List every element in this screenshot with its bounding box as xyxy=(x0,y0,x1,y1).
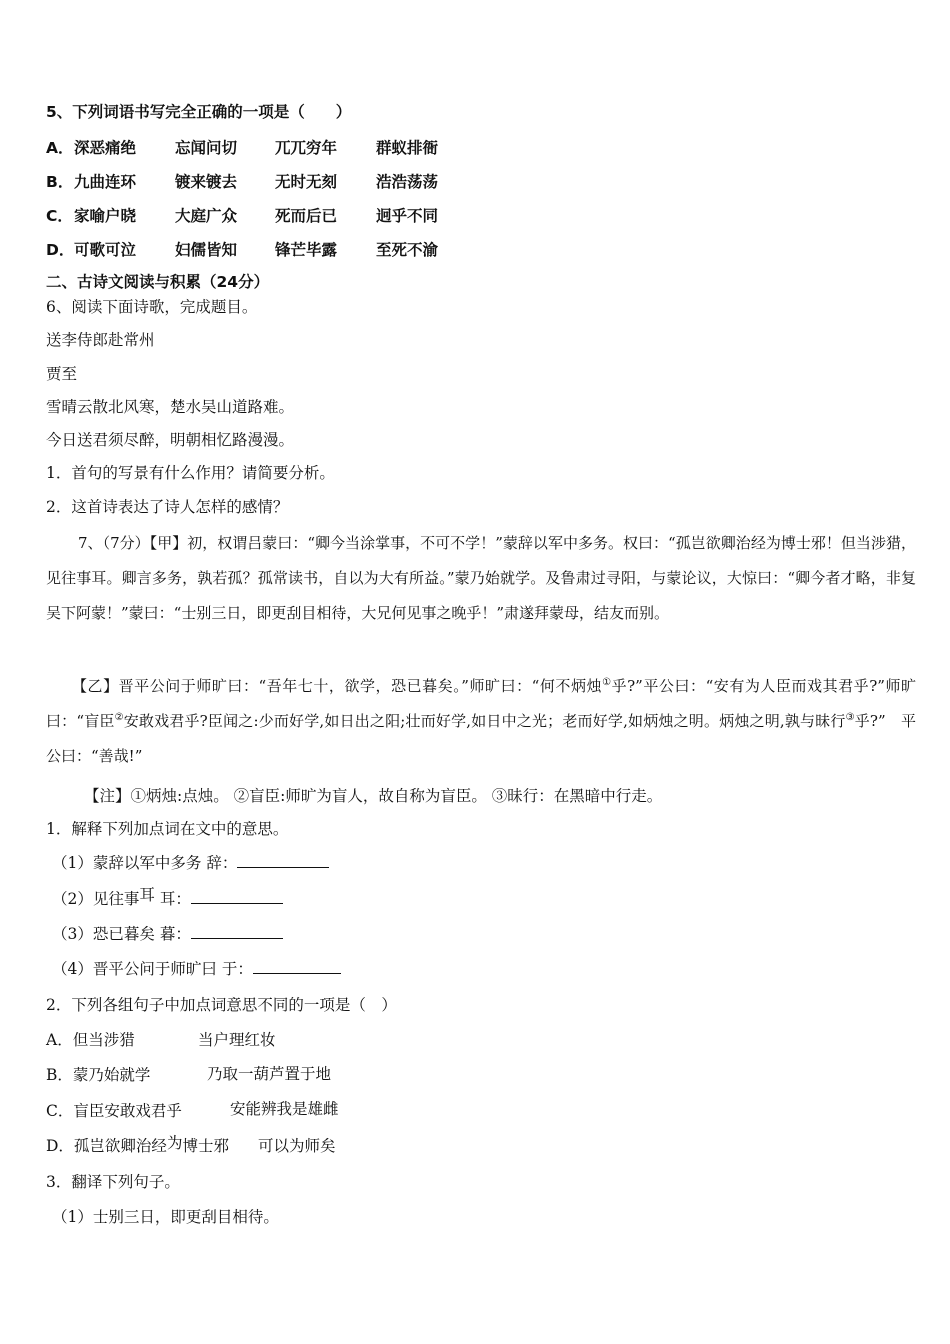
footnote-mark: ② xyxy=(114,712,124,723)
item-char: 耳 xyxy=(139,886,155,904)
option-text: D．孤岂欲卿治经 xyxy=(46,1137,167,1155)
option-letter: A． xyxy=(46,139,74,157)
poem-line: 雪晴云散北风寒，楚水吴山道路难。 xyxy=(46,398,295,416)
option-word: 可歌可泣 xyxy=(74,241,137,259)
q7-sub1-stem: 1．解释下列加点词在文中的意思。 xyxy=(46,820,289,838)
item-word: 暮： xyxy=(159,925,191,943)
option-word: 深恶痛绝 xyxy=(74,139,137,157)
passage-yi-part: 乎?”平公曰：“安有为人臣而戏其君乎?”师旷曰：“盲臣 xyxy=(46,677,917,730)
q7-sub1-item xyxy=(52,853,329,873)
footnote-mark: ③ xyxy=(845,712,855,723)
q6-question: 2．这首诗表达了诗人怎样的感情？ xyxy=(46,498,289,516)
item-text: （1）蒙辞以军中多务 xyxy=(52,854,202,872)
answer-blank[interactable] xyxy=(191,924,283,939)
item-word: 于： xyxy=(221,960,253,978)
answer-blank[interactable] xyxy=(191,889,283,904)
option-word: 九曲连环 xyxy=(74,173,137,191)
q5-stem: 5、下列词语书写完全正确的一项是（ ） xyxy=(46,103,352,121)
annotation-note: 【注】①炳烛:点烛。 ②盲臣:师旷为盲人，故自称为盲臣。 ③昧行：在黑暗中行走。 xyxy=(84,787,663,805)
option-letter: D． xyxy=(46,241,75,259)
option-word: 妇儒皆知 xyxy=(175,241,238,259)
option-word: 家喻户晓 xyxy=(74,207,137,225)
option-word: 忘闻问切 xyxy=(175,139,238,157)
answer-blank[interactable] xyxy=(253,959,341,974)
answer-blank[interactable] xyxy=(237,853,329,868)
item-word: 耳： xyxy=(159,890,191,908)
passage-jia-rest: 邪！但当涉猎，见往事耳。卿言多务，孰若孤？孤常读书，自以为大有所益。”蒙乃始就学。及鲁肃过寻阳，与蒙论议，大惊曰：“卿今者才略，非复吴下阿蒙！”蒙曰：“士别三日，即更刮目相待，大兄何见事之晚乎！”肃遂拜蒙母，结友而别。 xyxy=(46,534,916,622)
q7-sub1-item xyxy=(52,886,283,909)
item-text: （2）见往事 xyxy=(52,890,140,908)
section-heading: 二、古诗文阅读与积累（24分） xyxy=(46,273,270,291)
q7-sub2-option-d-pair: 可以为师矣 xyxy=(258,1137,336,1155)
q7-sub2-option-a: A．但当涉猎 xyxy=(46,1031,135,1049)
item-text: （3）恐已暮矣 xyxy=(52,925,155,943)
option-letter: C． xyxy=(46,207,73,225)
q7-sub2-option-a-pair: 当户理红妆 xyxy=(198,1031,276,1049)
q7-sub1-item xyxy=(52,924,283,944)
option-word: 迥乎不同 xyxy=(376,207,439,225)
option-word: 锋芒毕露 xyxy=(275,241,338,259)
item-word: 辞： xyxy=(206,854,238,872)
passage-yi xyxy=(46,669,916,774)
passage-jia-lead: 7、（7分）【甲】初，权谓吕蒙曰：“卿今当涂掌事，不可不学！”蒙辞以军中多务。权曰：“孤岂欲卿治经为博士 xyxy=(78,534,811,552)
poem-title: 送李侍郎赴常州 xyxy=(46,331,155,349)
option-letter: B． xyxy=(46,173,74,191)
q7-sub2-option-b: B．蒙乃始就学 xyxy=(46,1066,151,1084)
passage-yi-part: 安敢戏君乎?臣闻之:少而好学,如日出之阳;壮而好学,如日中之光；老而好学,如炳烛之明。炳烛之明,孰与昧行 xyxy=(123,712,846,730)
q7-sub2-option-d xyxy=(46,1136,229,1156)
option-word: 镀来镀去 xyxy=(175,173,238,191)
q7-sub2-stem: 2．下列各组句子中加点词意思不同的一项是（ ） xyxy=(46,996,397,1014)
q7-sub3-item: （1）士别三日，即更刮目相待。 xyxy=(52,1208,279,1226)
q7-sub2-option-b-pair: 乃取一葫芦置于地 xyxy=(207,1065,332,1083)
q7-sub3-stem: 3．翻译下列句子。 xyxy=(46,1173,180,1191)
option-word: 大庭广众 xyxy=(175,207,238,225)
option-char: 为 xyxy=(166,1134,183,1152)
q6-question: 1．首句的写景有什么作用？请简要分析。 xyxy=(46,464,335,482)
option-word: 兀兀穷年 xyxy=(275,139,338,157)
option-word: 群蚁排衙 xyxy=(376,139,439,157)
poem-line: 今日送君须尽醉，明朝相忆路漫漫。 xyxy=(46,431,295,449)
footnote-mark: ① xyxy=(602,677,612,688)
poem-author: 贾至 xyxy=(46,365,78,383)
option-word: 死而后已 xyxy=(275,207,338,225)
q7-sub2-option-c: C．盲臣安敢戏君乎 xyxy=(46,1102,182,1120)
option-word: 至死不渝 xyxy=(376,241,439,259)
item-text: （4）晋平公问于师旷曰 xyxy=(52,960,217,978)
option-word: 浩浩荡荡 xyxy=(376,173,439,191)
q6-stem: 6、阅读下面诗歌，完成题目。 xyxy=(46,298,258,316)
q7-sub1-item xyxy=(52,959,341,979)
passage-yi-part: 乎?” 平公曰：“善哉!” xyxy=(46,712,916,765)
passage-yi-part: 【乙】晋平公问于师旷曰：“吾年七十，欲学，恐已暮矣。”师旷曰：“何不炳烛 xyxy=(72,677,603,695)
passage-jia xyxy=(46,526,916,631)
option-text: 博士邪 xyxy=(182,1137,229,1155)
q7-sub2-option-c-pair: 安能辨我是雄雌 xyxy=(230,1100,339,1118)
option-word: 无时无刻 xyxy=(275,173,338,191)
